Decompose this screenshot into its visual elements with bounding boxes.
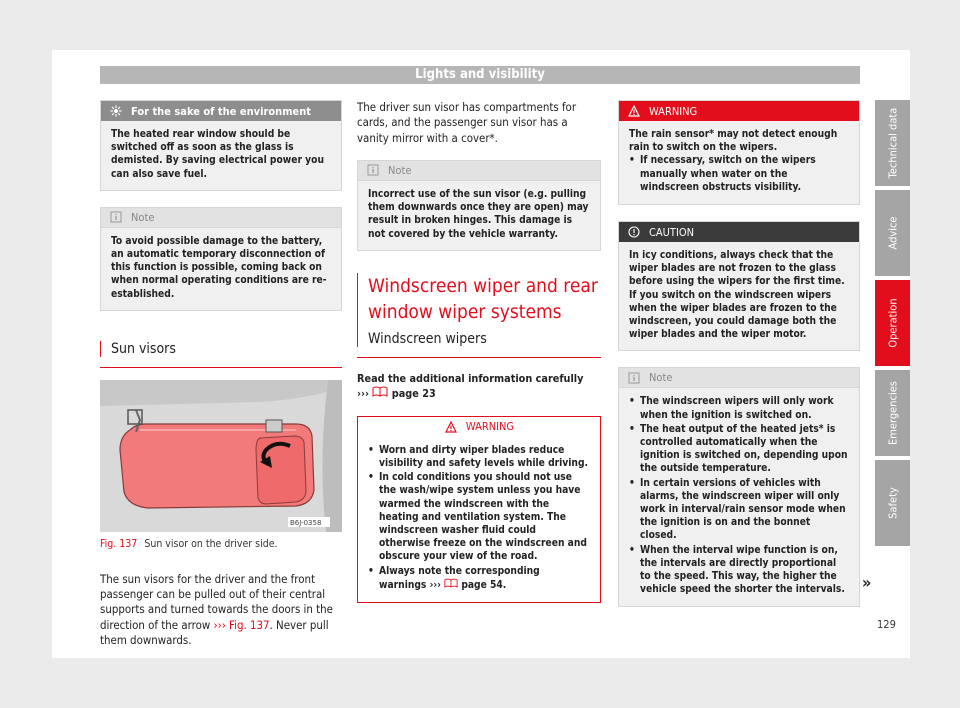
note-box-hinges [357,160,601,251]
note-box-text: Incorrect use of the sun visor (e.g. pulling them downwards once they are open) may result in broken hinges. This damage is not covered by the vehicle warranty. [368,188,589,240]
sun-visor-figure [100,380,342,532]
note-item: • The windscreen wipers will only work when the ignition is switched on. [629,395,849,421]
warning-box-rain-sensor [618,100,860,205]
column-middle [357,100,601,619]
environment-box-title: For the sake of the environment [131,104,312,118]
environment-box-text: The heated rear window should be switched off as soon as the glass is demisted. By saving electrical power you can also save fuel. [111,129,324,180]
section-rule [357,357,601,358]
note-item: • In certain versions of vehicles with alarms, the windscreen wiper will only work in interval/rain sensor mode when the ignition is on and the bonnet closed. [629,477,849,543]
page-link[interactable]: page 54. [461,579,507,591]
section-sun-visors [100,341,342,357]
note-box-title: Note [649,371,673,385]
page-link[interactable]: page 23 [391,387,436,401]
caution-box [618,221,860,351]
page-number: 129 [877,618,896,631]
warning-item: • In cold conditions you should not use the wash/wipe system unless you have warmed the windscreen with the heating and ventilation system. The windscreen washer fluid could otherwise freeze on the windscreen and obscure your view of the road. [368,471,590,563]
warning-item: • Worn and dirty wiper blades reduce visibility and safety levels while driving. [368,444,590,470]
column-left [100,100,342,648]
wiper-heading: Windscreen wiper and rear window wiper systems [368,274,598,323]
section-title: Sun visors [111,340,176,357]
continued-marker: » [862,573,872,592]
tab-advice[interactable]: Advice [875,190,910,276]
environment-box [100,100,342,191]
figure-reference-link[interactable]: ››› Fig. 137 [213,617,270,632]
caution-icon [627,225,641,239]
book-icon [372,387,388,400]
warning-item: • Always note the corresponding warnings ››› page 54. [368,565,590,592]
warning-icon [444,420,458,434]
chapter-tabs [875,100,910,550]
read-more: Read the additional information carefully ››› page 23 [357,371,584,401]
tab-emergencies[interactable]: Emergencies [875,370,910,456]
tab-technical-data[interactable]: Technical data [875,100,910,186]
section-wipers [357,273,601,347]
figure-code: B6J-0358 [290,518,322,527]
warning-box-wipers [357,416,601,603]
column-right [618,100,860,623]
caution-box-text: In icy conditions, always check that the wiper blades are not frozen to the glass before using the wipers for the first time. If you switch on the windscreen wipers when the wiper blades are frozen to the windscreen, you could damage both the wiper blades and the wiper motor. [629,250,845,341]
note-item: • When the interval wipe function is on, the intervals are directly proportional to the speed. This way, the higher the vehicle speed the shorter the intervals. [629,544,849,597]
note-box-text: To avoid possible damage to the battery, an automatic temporary disconnection of this function is possible, coming back on when normal operating conditions are re-established. [111,235,327,300]
warning-box-title: WARNING [649,104,698,118]
tab-operation[interactable]: Operation [875,280,910,366]
sun-visor-paragraph: The sun visors for the driver and the front passenger can be pulled out of their central supports and turned towards the doors in the direction of the arrow ››› Fig. 137. Never pull them downwards. [100,571,333,648]
leaf-icon [109,104,123,118]
note-item: • The heat output of the heated jets* is controlled automatically when the ignition is switched on, depending upon the outside temperature. [629,423,849,476]
book-icon [444,580,458,591]
warning-box-title: WARNING [465,420,515,434]
figure-number: Fig. 137 [100,537,138,550]
note-box-battery [100,207,342,311]
wiper-subheading: Windscreen wipers [368,330,487,347]
warning-icon [627,104,641,118]
warning-item: • If necessary, switch on the wipers manually when water on the windscreen obstructs visibility. [629,154,849,194]
figure-caption-text: Sun visor on the driver side. [144,537,278,550]
info-icon [366,163,380,177]
note-box-wipers [618,367,860,607]
sun-visor-intro: The driver sun visor has compartments for cards, and the passenger sun visor has a vanity mirror with a cover*. [357,100,577,145]
tab-safety[interactable]: Safety [875,460,910,546]
page-header: Lights and visibility [100,66,860,84]
caution-box-title: CAUTION [649,225,695,239]
warning-intro: The rain sensor* may not detect enough rain to switch on the wipers. [629,129,838,154]
section-rule [100,367,342,368]
note-box-title: Note [388,163,412,177]
figure-caption [100,538,342,550]
info-icon [109,210,123,224]
note-box-title: Note [131,210,155,224]
info-icon [627,371,641,385]
